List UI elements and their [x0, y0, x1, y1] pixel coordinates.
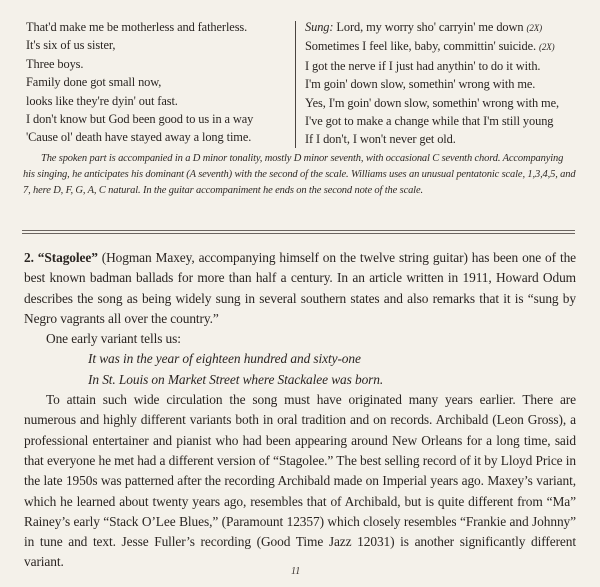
- article-body: [24, 248, 576, 573]
- lyric-line: looks like they're dyin' out fast.: [26, 93, 178, 108]
- lyric-text: Sometimes I feel like, baby, committin' suicide.: [305, 39, 536, 54]
- lyric-line: 'Cause ol' death have stayed away a long time.: [26, 130, 252, 145]
- lyric-line: Three boys.: [26, 56, 84, 71]
- track-number: 2.: [24, 250, 34, 265]
- lyric-line: Yes, I'm goin' down slow, somethin' wrong with me,: [305, 95, 559, 110]
- lyrics-section: [26, 18, 586, 147]
- repeat-marker: (2X): [538, 42, 555, 53]
- article-body-paragraph: To attain such wide circulation the song must have originated many years earlier. There are numerous and highly different variants both in oral tradition and on records. Archibald (Leon Gross), a professional entertainer and pianist who had been appearing around New Orleans for a long time, said that everyone he met had a different version of “Stagolee.” The best selling record of it by Lloyd Price in the late 1950s was patterned after the recording Archibald made on Imperial years ago. Maxey’s variant, which he learned about twenty years ago, resembles that of Archibald, but is quite different from “Ma” Rainey’s early “Stack O’Lee Blues,” (Paramount 12357) which closely resembles “Frankie and Johnny” in tune and text. Jesse Fuller’s recording (Good Time Jazz 12031) is another significantly different variant.: [24, 392, 576, 570]
- section-rule-top: [22, 230, 575, 231]
- intro-text: (Hogman Maxey, accompanying himself on the twelve string guitar) has been one of the best known badman ballads for more than half a century. In an article written in 1911, Howard Odum describes the song as being widely sung in several southern states and also remarks that it is “sung by Negro vagrants all over the country.”: [24, 250, 577, 326]
- lyric-line: I got the nerve if I just had anythin' to do it with.: [305, 58, 541, 73]
- lyric-line: That'd make me be motherless and fatherless.: [26, 20, 248, 34]
- quote-line: It was in the year of eighteen hundred and sixty-one: [88, 351, 361, 367]
- section-rule-bottom: [22, 233, 575, 234]
- lyric-line: [305, 18, 595, 37]
- song-title: “Stagolee”: [37, 250, 98, 265]
- sung-label: Sung:: [305, 20, 334, 34]
- musical-note-paragraph: [23, 151, 576, 200]
- note-text: The spoken part is accompanied in a D minor tonality, mostly D minor seventh, with occasional C seventh chord. Accompanying his singing, he anticipates his dominant (A seventh) with the second of the scale. Williams uses an unusual pentatonic scale, 1,3,4,5, and 7, here D, F, G, A, C natural. In the guitar accompaniment he ends on the second note of the scale.: [23, 153, 576, 197]
- column-divider: [295, 21, 296, 148]
- article-intro-paragraph: [24, 248, 576, 329]
- page-number: 11: [291, 566, 301, 577]
- spoken-lyrics-column: [26, 18, 291, 147]
- lyric-text: Lord, my worry sho' carryin' me down: [336, 20, 524, 34]
- lyric-line: [305, 37, 595, 56]
- lyric-line: I don't know but God been good to us in a way: [26, 112, 254, 127]
- lyric-line: Family done got small now,: [26, 75, 162, 90]
- variant-intro: One early variant tells us:: [46, 331, 181, 347]
- lyric-line: If I don't, I won't never get old.: [305, 132, 456, 147]
- sung-lyrics-column: [305, 18, 595, 149]
- lyric-line: I've got to make a change while that I'm still young: [305, 114, 554, 129]
- lyric-line: It's six of us sister,: [26, 38, 116, 53]
- repeat-marker: (2X): [526, 23, 543, 33]
- quote-line: In St. Louis on Market Street where Stackalee was born.: [88, 371, 384, 387]
- lyric-line: I'm goin' down slow, somethin' wrong with me.: [305, 77, 536, 92]
